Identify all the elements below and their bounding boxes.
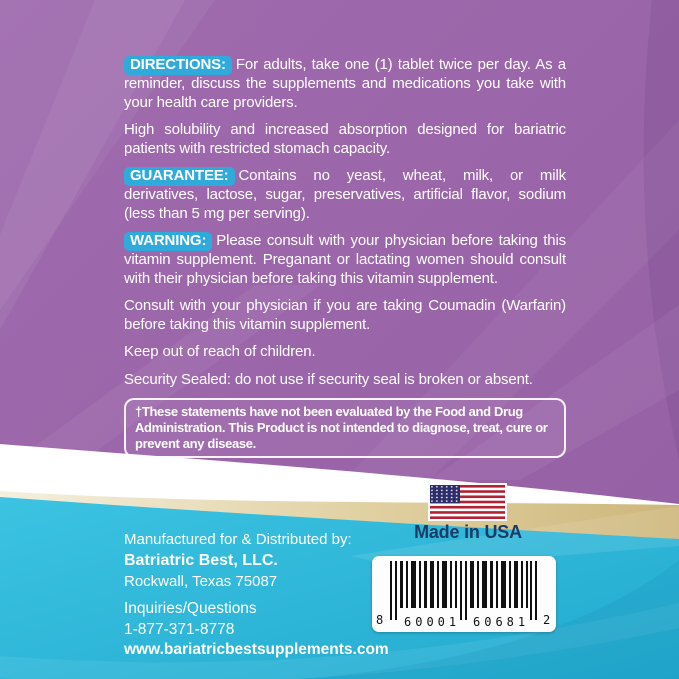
directions-text: For adults, take one (1) tablet twice per day. As a reminder, discuss the supplements and medications you take with your health care providers. (124, 56, 566, 111)
barcode (372, 556, 556, 632)
distributor-block (124, 529, 352, 592)
barcode-group2: 60681 (473, 615, 530, 629)
guarantee-badge: GUARANTEE: (124, 167, 235, 186)
barcode-group1: 60001 (404, 615, 461, 629)
distributor-intro: Manufactured for & Distributed by: (124, 531, 352, 548)
inquiries-label: Inquiries/Questions (124, 600, 257, 617)
guarantee-paragraph (124, 167, 566, 223)
keep-out-of-reach-line: Keep out of reach of children. (124, 343, 316, 360)
phone-number: 1-877-371-8778 (124, 620, 235, 638)
barcode-check-digit: 2 (543, 613, 551, 627)
barcode-prefix-digit: 8 (376, 613, 384, 627)
barcode-bars (390, 561, 537, 620)
fda-disclaimer-box: †These statements have not been evaluated by the Food and Drug Administration. This Product is not intended to diagnose, treat, cure or prevent any disease. (124, 398, 566, 458)
company-name: Batriatric Best, LLC. (124, 552, 278, 569)
warning-badge: WARNING: (124, 232, 212, 251)
warning-paragraph (124, 232, 566, 288)
website-text: www.bariatricbestsupplements.com (124, 641, 389, 658)
coumadin-paragraph: Consult with your physician if you are taking Coumadin (Warfarin) before taking this vitamin supplement. (124, 297, 566, 333)
solubility-paragraph: High solubility and increased absorption designed for bariatric patients with restricted stomach capacity. (124, 121, 566, 157)
directions-paragraph (124, 56, 566, 112)
label-copy (124, 56, 566, 458)
company-address: Rockwall, Texas 75087 (124, 573, 278, 590)
contact-block (124, 599, 389, 661)
made-in-usa-label: Made in USA (414, 522, 522, 542)
usa-flag-icon (428, 483, 507, 521)
security-seal-line: Security Sealed: do not use if security seal is broken or absent. (124, 370, 533, 388)
directions-badge: DIRECTIONS: (124, 56, 232, 75)
guarantee-text: Contains no yeast, wheat, milk, or milk derivatives, lactose, sugar, preservatives, artificial flavor, sodium (less than 5 mg per serving). (124, 167, 566, 222)
warning-text: Please consult with your physician before taking this vitamin supplement. Preganant or lactating women should consult with their physician before taking this vitamin supplement. (124, 232, 566, 287)
